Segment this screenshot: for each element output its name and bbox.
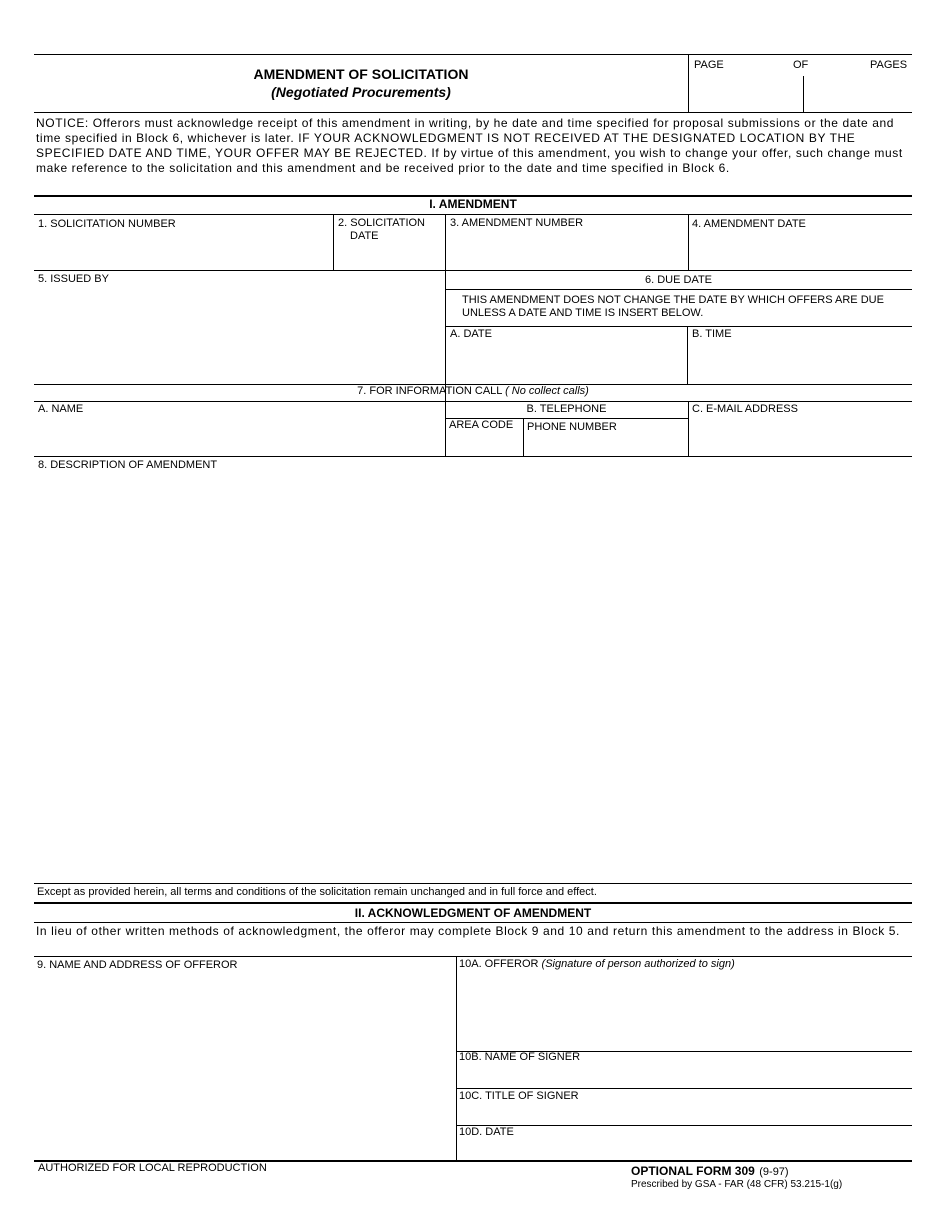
info-call-rule — [34, 401, 912, 402]
of-label: OF — [793, 59, 809, 71]
row3-bottom-border — [34, 456, 912, 457]
section2-title-rule — [34, 922, 912, 923]
page-number-field[interactable] — [689, 73, 802, 111]
area-code-field[interactable] — [447, 433, 521, 454]
section2-column-divider — [456, 956, 457, 1160]
description-label: 8. DESCRIPTION OF AMENDMENT — [38, 459, 218, 471]
phone-number-field[interactable] — [525, 435, 686, 454]
due-time-b-label: B. TIME — [692, 328, 732, 340]
offeror-signature-field[interactable] — [458, 972, 910, 1049]
terms-note: Except as provided herein, all terms and conditions of the solicitation remain unchanged and in full force and effect. — [37, 886, 597, 898]
pages-label: PAGES — [870, 59, 908, 71]
due-date-field[interactable] — [447, 342, 685, 382]
amendment-date-field[interactable] — [690, 232, 910, 268]
offeror-name-address-field[interactable] — [36, 974, 454, 1158]
signer-name-rule — [456, 1088, 912, 1089]
area-code-label: AREA CODE — [449, 419, 514, 431]
signer-name-label: 10B. NAME OF SIGNER — [459, 1051, 581, 1063]
row1-bottom-border — [34, 270, 912, 271]
solicitation-number-label: 1. SOLICITATION NUMBER — [38, 218, 176, 230]
page-of-divider — [803, 76, 804, 112]
form-revision: (9-97) — [759, 1166, 789, 1178]
notice-text: NOTICE: Offerors must acknowledge receipt of this amendment in writing, by he date and time specified for proposal submissions or the date and time specified in Block 6, whichever is later. IF YOUR ACKNOWLEDGMENT IS NOT RECEIVED AT THE DESIGNATED LOCATION BY THE SPECIFIED DATE AND TIME, YOUR OFFER MAY BE REJECTED. If by virtue of this amendment, you wish to change your offer, such change must make reference to the solicitation and this amendment and be received prior to the date and time specified in Block 6. — [36, 116, 903, 175]
section2-top-border — [34, 902, 912, 904]
due-time-field[interactable] — [689, 342, 910, 382]
form-title: AMENDMENT OF SOLICITATION — [253, 66, 469, 82]
row1-divider-3 — [688, 214, 689, 270]
email-divider — [688, 401, 689, 456]
sign-date-field[interactable] — [458, 1140, 910, 1158]
form-subtitle: (Negotiated Procurements) — [271, 84, 451, 100]
amendment-date-label: 4. AMENDMENT DATE — [692, 218, 806, 230]
main-column-divider — [445, 214, 446, 456]
due-date-a-label: A. DATE — [450, 328, 492, 340]
amendment-number-label: 3. AMENDMENT NUMBER — [450, 217, 584, 229]
info-call-label: 7. FOR INFORMATION CALL ( No collect calls) — [357, 385, 589, 397]
offeror-name-address-label: 9. NAME AND ADDRESS OF OFFEROR — [37, 959, 238, 971]
solicitation-number-field[interactable] — [36, 232, 331, 268]
section2-title: II. ACKNOWLEDGMENT OF AMENDMENT — [354, 906, 592, 920]
top-border — [34, 54, 912, 55]
due-date-rule — [445, 289, 912, 290]
email-field[interactable] — [690, 417, 910, 454]
email-label: C. E-MAIL ADDRESS — [692, 403, 798, 415]
authorized-reproduction: AUTHORIZED FOR LOCAL REPRODUCTION — [38, 1162, 267, 1174]
section1-title-rule — [34, 214, 912, 215]
telephone-label: B. TELEPHONE — [526, 403, 607, 415]
offeror-signature-note: (Signature of person authorized to sign) — [541, 958, 735, 970]
contact-name-field[interactable] — [36, 417, 443, 454]
section2-intro: In lieu of other written methods of acknowledgment, the offeror may complete Block 9 and 10 and return this amendment to the address in Block 5. — [36, 924, 900, 938]
contact-name-label: A. NAME — [38, 403, 84, 415]
row1-divider-1 — [333, 214, 334, 270]
due-date-note-rule — [445, 326, 912, 327]
header-bottom-border — [34, 112, 912, 113]
info-call-note: ( No collect calls) — [505, 385, 589, 397]
prescribed-by: Prescribed by GSA - FAR (48 CFR) 53.215-1(g) — [631, 1179, 843, 1190]
signer-title-label: 10C. TITLE OF SIGNER — [459, 1090, 579, 1102]
issued-by-field[interactable] — [36, 287, 443, 382]
solicitation-date-label-2: DATE — [350, 230, 379, 242]
signer-title-field[interactable] — [458, 1104, 910, 1124]
signer-name-field[interactable] — [458, 1065, 910, 1086]
total-pages-field[interactable] — [805, 73, 911, 111]
signer-title-rule — [456, 1125, 912, 1126]
sign-date-label: 10D. DATE — [459, 1126, 514, 1138]
form-name: OPTIONAL FORM 309 — [631, 1164, 755, 1178]
offeror-signature-label: 10A. OFFEROR (Signature of person authorized to sign) — [459, 958, 735, 970]
solicitation-date-field[interactable] — [335, 244, 443, 268]
amendment-number-field[interactable] — [447, 231, 686, 268]
date-time-divider — [687, 326, 688, 384]
section2-intro-rule — [34, 956, 912, 957]
page-label: PAGE — [694, 59, 724, 71]
solicitation-date-label: 2. SOLICITATION — [338, 217, 425, 229]
due-date-note-line-2: UNLESS A DATE AND TIME IS INSERT BELOW. — [462, 307, 704, 319]
due-date-note-line-1: THIS AMENDMENT DOES NOT CHANGE THE DATE BY WHICH OFFERS ARE DUE — [462, 294, 884, 306]
issued-by-label: 5. ISSUED BY — [38, 273, 109, 285]
due-date-label: 6. DUE DATE — [644, 274, 713, 286]
description-bottom-border — [34, 883, 912, 884]
section1-title: I. AMENDMENT — [429, 197, 517, 211]
description-field[interactable] — [36, 474, 910, 880]
phone-number-label: PHONE NUMBER — [527, 421, 617, 433]
area-code-divider — [523, 418, 524, 456]
